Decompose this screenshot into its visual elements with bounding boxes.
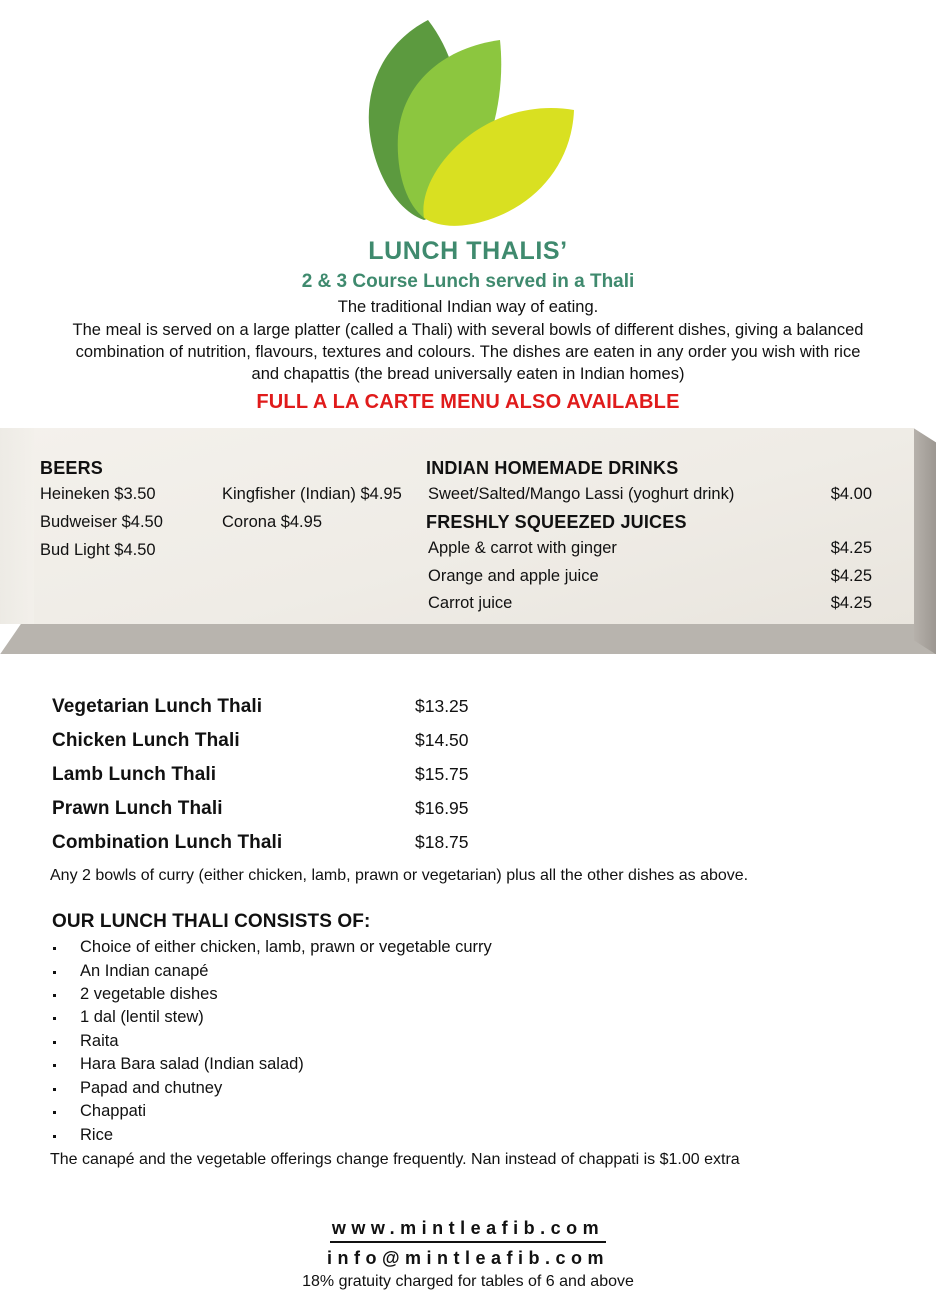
thali-price: $14.50	[415, 730, 469, 751]
item-name: Carrot juice	[428, 594, 513, 613]
list-item	[426, 484, 872, 505]
page-subtitle: 2 & 3 Course Lunch served in a Thali	[301, 270, 635, 292]
beers-heading: BEERS	[40, 458, 104, 479]
thali-price: $18.75	[415, 832, 469, 853]
list-item	[52, 936, 936, 959]
bullet-icon	[53, 947, 56, 950]
a-la-carte-banner: FULL A LA CARTE MENU ALSO AVAILABLE	[256, 391, 680, 414]
list-item-label: 2 vegetable dishes	[80, 985, 218, 1004]
contents-list	[52, 936, 936, 1147]
table-row	[52, 730, 936, 752]
list-item	[222, 540, 426, 561]
list-item	[52, 1124, 936, 1147]
list-item	[52, 1053, 936, 1076]
logo-container	[0, 0, 936, 238]
table-row	[52, 696, 936, 718]
thali-name: Lamb Lunch Thali	[52, 764, 217, 786]
item-name: Sweet/Salted/Mango Lassi (yoghurt drink)	[428, 485, 735, 504]
bullet-icon	[53, 1041, 56, 1044]
page-title: LUNCH THALIS’	[368, 237, 568, 265]
thali-contents-section	[0, 911, 936, 1171]
item-price: $4.25	[830, 566, 872, 585]
homemade-drinks-heading: INDIAN HOMEMADE DRINKS	[426, 458, 679, 479]
list-item-label: Hara Bara salad (Indian salad)	[80, 1055, 304, 1074]
list-item	[426, 566, 872, 587]
list-item	[52, 1100, 936, 1123]
combination-note: Any 2 bowls of curry (either chicken, lamb, prawn or vegetarian) plus all the other dishes as above.	[50, 867, 749, 885]
contents-heading: OUR LUNCH THALI CONSISTS OF:	[52, 911, 371, 933]
list-item	[52, 1077, 936, 1100]
footer	[0, 1217, 936, 1292]
list-item	[52, 1006, 936, 1029]
three-leaf-logo-icon	[350, 6, 586, 234]
menu-header	[0, 238, 936, 414]
thali-price: $13.25	[415, 696, 469, 717]
intro-line: The traditional Indian way of eating.	[337, 298, 599, 317]
bullet-icon	[53, 1088, 56, 1091]
intro-line: The meal is served on a large platter (called a Thali) with several bowls of different dishes, giving a balanced	[72, 320, 864, 339]
list-item: Budweiser $4.50	[40, 513, 163, 532]
thali-price: $16.95	[415, 798, 469, 819]
list-item	[52, 960, 936, 983]
table-row	[52, 798, 936, 820]
bullet-icon	[53, 994, 56, 997]
intro-paragraph	[48, 296, 888, 385]
beers-section	[0, 458, 426, 624]
drinks-panel	[0, 428, 936, 654]
list-item-label: Chappati	[80, 1102, 147, 1121]
list-item-label: 1 dal (lentil stew)	[80, 1008, 204, 1027]
list-item	[52, 983, 936, 1006]
list-item: Kingfisher (Indian) $4.95	[222, 485, 402, 504]
list-item-label: Choice of either chicken, lamb, prawn or vegetable curry	[80, 938, 492, 957]
contents-note: The canapé and the vegetable offerings change frequently. Nan instead of chappati is $1.00 extra	[50, 1151, 740, 1168]
bullet-icon	[53, 1017, 56, 1020]
panel-right-bevel	[914, 428, 936, 654]
list-item	[426, 593, 872, 614]
juices-heading: FRESHLY SQUEEZED JUICES	[426, 512, 687, 533]
panel-base-bevel	[0, 622, 936, 654]
list-item	[52, 1030, 936, 1053]
intro-line: combination of nutrition, flavours, textures and colours. The dishes are eaten in any order you wish with rice	[75, 342, 861, 361]
item-price: $4.25	[830, 539, 872, 558]
item-name: Orange and apple juice	[428, 566, 599, 585]
thali-name: Chicken Lunch Thali	[52, 730, 240, 752]
list-item-label: Rice	[80, 1125, 114, 1144]
item-name: Apple & carrot with ginger	[428, 539, 617, 558]
beers-list	[40, 484, 426, 560]
website-link[interactable]: www.mintleafib.com	[330, 1217, 606, 1243]
email-link[interactable]: info@mintleafib.com	[326, 1247, 610, 1268]
list-item: Corona $4.95	[222, 513, 322, 532]
list-item-label: Papad and chutney	[80, 1078, 223, 1097]
list-item-label: An Indian canapé	[80, 961, 209, 980]
list-item: Bud Light $4.50	[40, 540, 156, 559]
list-item: Heineken $3.50	[40, 485, 156, 504]
bullet-icon	[53, 1135, 56, 1138]
thali-name: Combination Lunch Thali	[52, 832, 283, 854]
table-row	[52, 764, 936, 786]
bullet-icon	[53, 971, 56, 974]
intro-line: and chapattis (the bread universally eaten in Indian homes)	[251, 365, 685, 384]
bullet-icon	[53, 1064, 56, 1067]
bullet-icon	[53, 1111, 56, 1114]
thali-name: Vegetarian Lunch Thali	[52, 696, 263, 718]
item-price: $4.25	[830, 594, 872, 613]
thali-name: Prawn Lunch Thali	[52, 798, 223, 820]
indian-drinks-section	[426, 458, 914, 624]
item-price: $4.00	[830, 485, 872, 504]
list-item	[426, 538, 872, 559]
list-item-label: Raita	[80, 1031, 119, 1050]
gratuity-note: 18% gratuity charged for tables of 6 and above	[302, 1273, 634, 1290]
thali-price-list	[0, 696, 936, 887]
table-row	[52, 832, 936, 854]
thali-price: $15.75	[415, 764, 469, 785]
